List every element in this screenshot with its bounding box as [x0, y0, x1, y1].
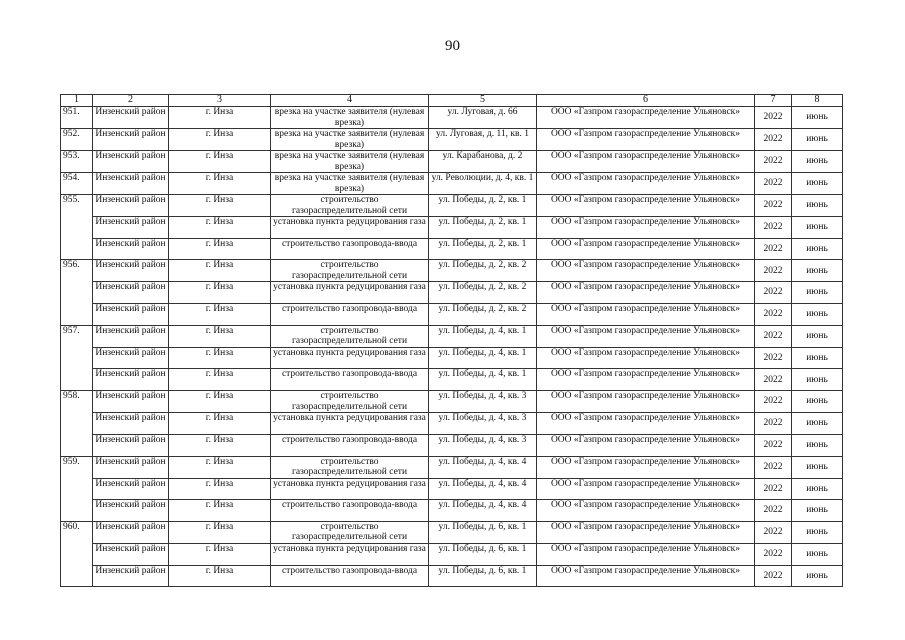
work-type-cell: установка пункта редуцирования газа — [271, 543, 429, 565]
month-cell: июнь — [792, 369, 843, 391]
organization-cell: ООО «Газпром газораспределение Ульяновск» — [537, 129, 755, 151]
work-type-cell: строительство газопровода-ввода — [271, 565, 429, 587]
month-cell: июнь — [792, 434, 843, 456]
organization-cell: ООО «Газпром газораспределение Ульяновск» — [537, 347, 755, 369]
address-cell: ул. Победы, д. 4, кв. 1 — [429, 369, 537, 391]
month-cell: июнь — [792, 282, 843, 304]
district-cell: Инзенский район — [93, 565, 169, 587]
table-row — [61, 478, 843, 500]
locality-cell: г. Инза — [169, 369, 271, 391]
address-cell: ул. Победы, д. 4, кв. 3 — [429, 413, 537, 435]
address-cell: ул. Победы, д. 2, кв. 1 — [429, 195, 537, 217]
table-row — [61, 260, 843, 282]
work-type-cell: строительство газораспределительной сети — [271, 325, 429, 347]
locality-cell: г. Инза — [169, 107, 271, 129]
address-cell: ул. Победы, д. 4, кв. 4 — [429, 500, 537, 522]
table-header-row — [61, 95, 843, 107]
month-cell: июнь — [792, 543, 843, 565]
year-cell: 2022 — [755, 543, 792, 565]
locality-cell: г. Инза — [169, 151, 271, 173]
year-cell: 2022 — [755, 521, 792, 543]
year-cell: 2022 — [755, 129, 792, 151]
month-cell: июнь — [792, 173, 843, 195]
work-type-cell: установка пункта редуцирования газа — [271, 478, 429, 500]
month-cell: июнь — [792, 413, 843, 435]
address-cell: ул. Победы, д. 2, кв. 2 — [429, 304, 537, 326]
year-cell: 2022 — [755, 260, 792, 282]
infrastructure-table — [60, 94, 843, 587]
year-cell: 2022 — [755, 217, 792, 239]
year-cell: 2022 — [755, 107, 792, 129]
table-row — [61, 456, 843, 478]
district-cell: Инзенский район — [93, 456, 169, 478]
work-type-cell: строительство газораспределительной сети — [271, 260, 429, 282]
district-cell: Инзенский район — [93, 521, 169, 543]
table-row — [61, 500, 843, 522]
year-cell: 2022 — [755, 456, 792, 478]
address-cell: ул. Революции, д. 4, кв. 1 — [429, 173, 537, 195]
work-type-cell: строительство газопровода-ввода — [271, 434, 429, 456]
table-row — [61, 282, 843, 304]
table-row — [61, 369, 843, 391]
table-row — [61, 434, 843, 456]
month-cell: июнь — [792, 391, 843, 413]
district-cell: Инзенский район — [93, 391, 169, 413]
organization-cell: ООО «Газпром газораспределение Ульяновск» — [537, 500, 755, 522]
month-cell: июнь — [792, 151, 843, 173]
table-row — [61, 217, 843, 239]
address-cell: ул. Победы, д. 6, кв. 1 — [429, 543, 537, 565]
locality-cell: г. Инза — [169, 478, 271, 500]
column-header: 5 — [429, 95, 537, 107]
organization-cell: ООО «Газпром газораспределение Ульяновск» — [537, 260, 755, 282]
district-cell: Инзенский район — [93, 500, 169, 522]
locality-cell: г. Инза — [169, 434, 271, 456]
year-cell: 2022 — [755, 369, 792, 391]
district-cell: Инзенский район — [93, 217, 169, 239]
table-row — [61, 107, 843, 129]
row-number-cell: 958. — [61, 391, 93, 456]
organization-cell: ООО «Газпром газораспределение Ульяновск» — [537, 195, 755, 217]
district-cell: Инзенский район — [93, 195, 169, 217]
work-type-cell: установка пункта редуцирования газа — [271, 413, 429, 435]
table-row — [61, 413, 843, 435]
district-cell: Инзенский район — [93, 325, 169, 347]
district-cell: Инзенский район — [93, 238, 169, 260]
organization-cell: ООО «Газпром газораспределение Ульяновск» — [537, 217, 755, 239]
month-cell: июнь — [792, 500, 843, 522]
district-cell: Инзенский район — [93, 129, 169, 151]
work-type-cell: установка пункта редуцирования газа — [271, 217, 429, 239]
month-cell: июнь — [792, 521, 843, 543]
month-cell: июнь — [792, 238, 843, 260]
locality-cell: г. Инза — [169, 217, 271, 239]
address-cell: ул. Победы, д. 2, кв. 2 — [429, 282, 537, 304]
locality-cell: г. Инза — [169, 347, 271, 369]
row-number-cell: 951. — [61, 107, 93, 129]
organization-cell: ООО «Газпром газораспределение Ульяновск» — [537, 173, 755, 195]
organization-cell: ООО «Газпром газораспределение Ульяновск» — [537, 434, 755, 456]
locality-cell: г. Инза — [169, 325, 271, 347]
work-type-cell: строительство газораспределительной сети — [271, 521, 429, 543]
year-cell: 2022 — [755, 325, 792, 347]
organization-cell: ООО «Газпром газораспределение Ульяновск» — [537, 238, 755, 260]
organization-cell: ООО «Газпром газораспределение Ульяновск» — [537, 107, 755, 129]
month-cell: июнь — [792, 565, 843, 587]
year-cell: 2022 — [755, 391, 792, 413]
month-cell: июнь — [792, 304, 843, 326]
address-cell: ул. Победы, д. 6, кв. 1 — [429, 565, 537, 587]
district-cell: Инзенский район — [93, 478, 169, 500]
organization-cell: ООО «Газпром газораспределение Ульяновск» — [537, 282, 755, 304]
address-cell: ул. Победы, д. 4, кв. 4 — [429, 478, 537, 500]
table-row — [61, 238, 843, 260]
locality-cell: г. Инза — [169, 195, 271, 217]
table-row — [61, 543, 843, 565]
work-type-cell: строительство газораспределительной сети — [271, 456, 429, 478]
column-header: 3 — [169, 95, 271, 107]
work-type-cell: врезка на участке заявителя (нулевая врезка) — [271, 129, 429, 151]
organization-cell: ООО «Газпром газораспределение Ульяновск» — [537, 413, 755, 435]
page-number: 90 — [445, 38, 460, 54]
column-header: 1 — [61, 95, 93, 107]
work-type-cell: строительство газопровода-ввода — [271, 304, 429, 326]
locality-cell: г. Инза — [169, 543, 271, 565]
year-cell: 2022 — [755, 478, 792, 500]
locality-cell: г. Инза — [169, 521, 271, 543]
district-cell: Инзенский район — [93, 260, 169, 282]
year-cell: 2022 — [755, 500, 792, 522]
year-cell: 2022 — [755, 304, 792, 326]
row-number-cell: 959. — [61, 456, 93, 521]
address-cell: ул. Победы, д. 2, кв. 1 — [429, 238, 537, 260]
month-cell: июнь — [792, 129, 843, 151]
column-header: 7 — [755, 95, 792, 107]
organization-cell: ООО «Газпром газораспределение Ульяновск» — [537, 151, 755, 173]
district-cell: Инзенский район — [93, 543, 169, 565]
district-cell: Инзенский район — [93, 173, 169, 195]
organization-cell: ООО «Газпром газораспределение Ульяновск» — [537, 304, 755, 326]
work-type-cell: строительство газопровода-ввода — [271, 238, 429, 260]
column-header: 4 — [271, 95, 429, 107]
table-row — [61, 325, 843, 347]
month-cell: июнь — [792, 456, 843, 478]
table-row — [61, 565, 843, 587]
column-header: 6 — [537, 95, 755, 107]
organization-cell: ООО «Газпром газораспределение Ульяновск» — [537, 369, 755, 391]
organization-cell: ООО «Газпром газораспределение Ульяновск» — [537, 521, 755, 543]
organization-cell: ООО «Газпром газораспределение Ульяновск» — [537, 478, 755, 500]
work-type-cell: установка пункта редуцирования газа — [271, 347, 429, 369]
work-type-cell: врезка на участке заявителя (нулевая врезка) — [271, 107, 429, 129]
district-cell: Инзенский район — [93, 282, 169, 304]
locality-cell: г. Инза — [169, 456, 271, 478]
table-row — [61, 391, 843, 413]
locality-cell: г. Инза — [169, 500, 271, 522]
year-cell: 2022 — [755, 413, 792, 435]
table-body — [61, 107, 843, 587]
address-cell: ул. Победы, д. 6, кв. 1 — [429, 521, 537, 543]
year-cell: 2022 — [755, 565, 792, 587]
district-cell: Инзенский район — [93, 107, 169, 129]
row-number-cell: 955. — [61, 195, 93, 260]
column-header: 8 — [792, 95, 843, 107]
table-row — [61, 304, 843, 326]
locality-cell: г. Инза — [169, 260, 271, 282]
table-row — [61, 195, 843, 217]
district-cell: Инзенский район — [93, 304, 169, 326]
work-type-cell: строительство газораспределительной сети — [271, 195, 429, 217]
organization-cell: ООО «Газпром газораспределение Ульяновск» — [537, 391, 755, 413]
column-header: 2 — [93, 95, 169, 107]
district-cell: Инзенский район — [93, 369, 169, 391]
year-cell: 2022 — [755, 282, 792, 304]
organization-cell: ООО «Газпром газораспределение Ульяновск» — [537, 325, 755, 347]
organization-cell: ООО «Газпром газораспределение Ульяновск» — [537, 456, 755, 478]
locality-cell: г. Инза — [169, 413, 271, 435]
locality-cell: г. Инза — [169, 238, 271, 260]
locality-cell: г. Инза — [169, 304, 271, 326]
year-cell: 2022 — [755, 151, 792, 173]
locality-cell: г. Инза — [169, 391, 271, 413]
work-type-cell: врезка на участке заявителя (нулевая врезка) — [271, 173, 429, 195]
address-cell: ул. Победы, д. 2, кв. 2 — [429, 260, 537, 282]
year-cell: 2022 — [755, 347, 792, 369]
address-cell: ул. Победы, д. 4, кв. 3 — [429, 391, 537, 413]
year-cell: 2022 — [755, 195, 792, 217]
district-cell: Инзенский район — [93, 413, 169, 435]
work-type-cell: установка пункта редуцирования газа — [271, 282, 429, 304]
address-cell: ул. Победы, д. 4, кв. 1 — [429, 325, 537, 347]
row-number-cell: 952. — [61, 129, 93, 151]
work-type-cell: строительство газопровода-ввода — [271, 500, 429, 522]
district-cell: Инзенский район — [93, 347, 169, 369]
work-type-cell: строительство газопровода-ввода — [271, 369, 429, 391]
address-cell: ул. Победы, д. 4, кв. 4 — [429, 456, 537, 478]
row-number-cell: 953. — [61, 151, 93, 173]
address-cell: ул. Луговая, д. 11, кв. 1 — [429, 129, 537, 151]
district-cell: Инзенский район — [93, 151, 169, 173]
table-row — [61, 173, 843, 195]
locality-cell: г. Инза — [169, 282, 271, 304]
row-number-cell: 954. — [61, 173, 93, 195]
locality-cell: г. Инза — [169, 173, 271, 195]
work-type-cell: строительство газораспределительной сети — [271, 391, 429, 413]
address-cell: ул. Карабанова, д. 2 — [429, 151, 537, 173]
district-cell: Инзенский район — [93, 434, 169, 456]
address-cell: ул. Победы, д. 4, кв. 3 — [429, 434, 537, 456]
organization-cell: ООО «Газпром газораспределение Ульяновск» — [537, 543, 755, 565]
table-row — [61, 521, 843, 543]
row-number-cell: 960. — [61, 521, 93, 586]
organization-cell: ООО «Газпром газораспределение Ульяновск» — [537, 565, 755, 587]
row-number-cell: 956. — [61, 260, 93, 325]
year-cell: 2022 — [755, 173, 792, 195]
year-cell: 2022 — [755, 238, 792, 260]
address-cell: ул. Победы, д. 4, кв. 1 — [429, 347, 537, 369]
month-cell: июнь — [792, 195, 843, 217]
address-cell: ул. Победы, д. 2, кв. 1 — [429, 217, 537, 239]
month-cell: июнь — [792, 107, 843, 129]
month-cell: июнь — [792, 260, 843, 282]
work-type-cell: врезка на участке заявителя (нулевая врезка) — [271, 151, 429, 173]
table-row — [61, 151, 843, 173]
table-row — [61, 347, 843, 369]
table-row — [61, 129, 843, 151]
month-cell: июнь — [792, 325, 843, 347]
month-cell: июнь — [792, 478, 843, 500]
locality-cell: г. Инза — [169, 129, 271, 151]
month-cell: июнь — [792, 217, 843, 239]
row-number-cell: 957. — [61, 325, 93, 390]
month-cell: июнь — [792, 347, 843, 369]
address-cell: ул. Луговая, д. 66 — [429, 107, 537, 129]
year-cell: 2022 — [755, 434, 792, 456]
locality-cell: г. Инза — [169, 565, 271, 587]
